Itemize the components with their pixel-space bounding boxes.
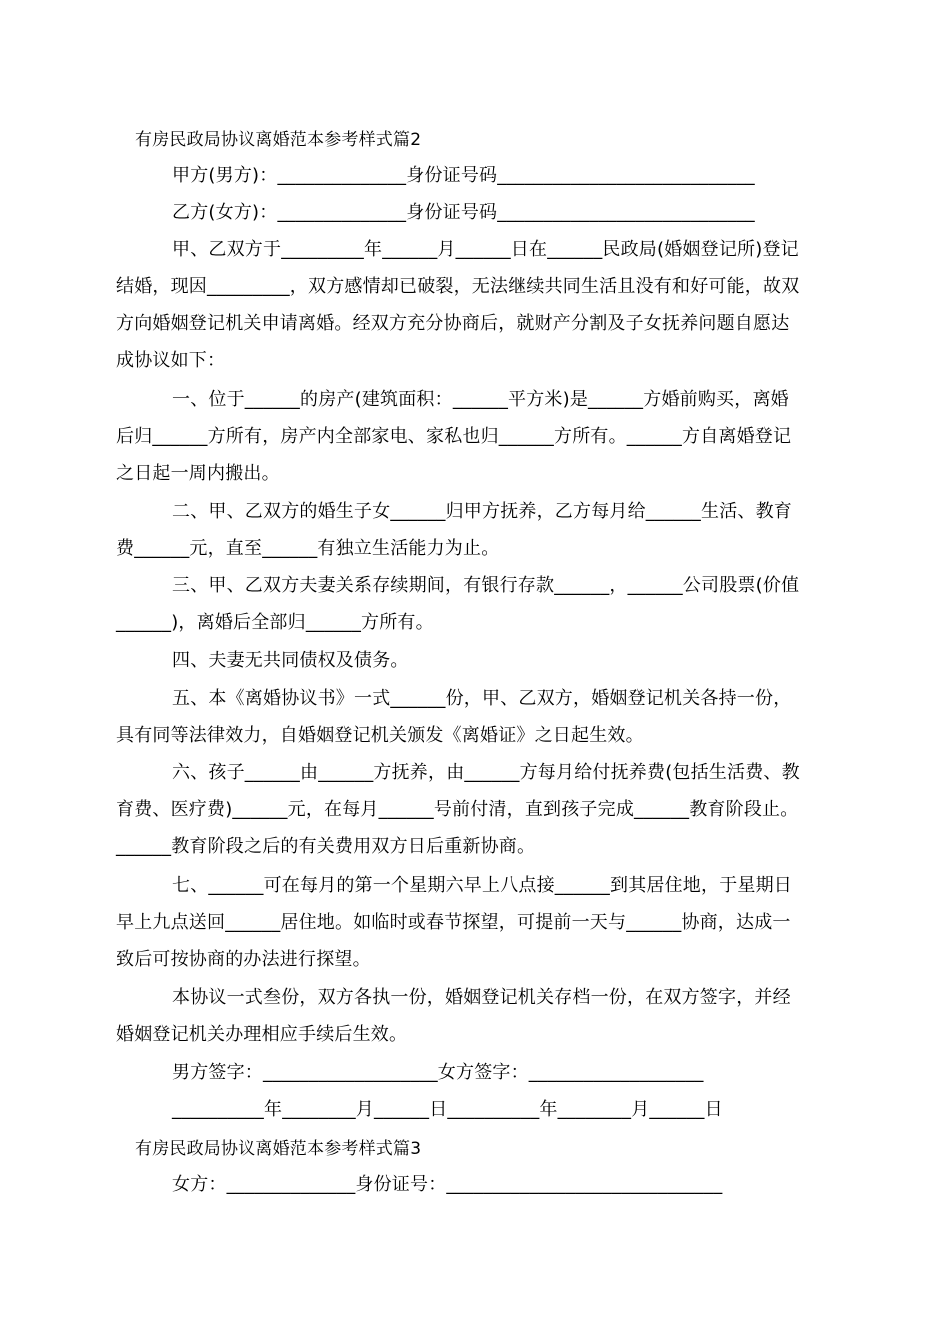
clause-6-line: 六、孩子______由______方抚养，由______方每月给付抚养费(包括生活费、教 bbox=[172, 762, 800, 783]
clause-3-line: 三、甲、乙双方夫妻关系存续期间，有银行存款______，______公司股票(价值 bbox=[172, 575, 800, 596]
clause-1-line: 一、位于______的房产(建筑面积：______平方米)是______方婚前购买，离婚 bbox=[172, 389, 789, 410]
party-b-line: 乙方(女方)：______________身份证号码____________________________ bbox=[172, 202, 755, 223]
section-heading: 有房民政局协议离婚范本参考样式篇3 bbox=[135, 1139, 422, 1159]
clause-6-line: ______教育阶段之后的有关费用双方日后重新协商。 bbox=[116, 836, 536, 857]
clause-7-line: 早上九点送回______居住地。如临时或春节探望，可提前一天与______协商，达成一 bbox=[116, 912, 791, 933]
agreement-line: 婚姻登记机关办理相应手续后生效。 bbox=[116, 1024, 408, 1045]
clause-2-line: 费______元，直至______有独立生活能力为止。 bbox=[116, 538, 500, 559]
paragraph-line: 方向婚姻登记机关申请离婚。经双方充分协商后，就财产分割及子女抚养问题自愿达 bbox=[116, 313, 790, 334]
clause-7-line: 致后可按协商的办法进行探望。 bbox=[116, 949, 371, 970]
clause-6-line: 育费、医疗费)______元，在每月______号前付清，直到孩子完成______教育阶段止。 bbox=[116, 799, 799, 820]
clause-3-line: ______)，离婚后全部归______方所有。 bbox=[116, 612, 434, 633]
clause-4-line: 四、夫妻无共同债权及债务。 bbox=[172, 650, 409, 671]
date-line: __________年________月______日__________年________月______日 bbox=[172, 1099, 723, 1120]
paragraph-line: 结婚，现因_________，双方感情却已破裂，无法继续共同生活且没有和好可能，故双 bbox=[116, 276, 800, 297]
clause-1-line: 后归______方所有，房产内全部家电、家私也归______方所有。______方自离婚登记 bbox=[116, 426, 792, 447]
paragraph-line: 成协议如下： bbox=[116, 350, 226, 371]
agreement-line: 本协议一式叁份，双方各执一份，婚姻登记机关存档一份，在双方签字，并经 bbox=[172, 987, 791, 1008]
clause-2-line: 二、甲、乙双方的婚生子女______归甲方抚养，乙方每月给______生活、教育 bbox=[172, 501, 792, 522]
signature-line: 男方签字：___________________女方签字：___________________ bbox=[172, 1062, 704, 1083]
section-heading: 有房民政局协议离婚范本参考样式篇2 bbox=[135, 130, 422, 150]
paragraph-line: 甲、乙双方于_________年______月______日在______民政局(婚姻登记所)登记 bbox=[172, 239, 799, 260]
clause-7-line: 七、______可在每月的第一个星期六早上八点接______到其居住地，于星期日 bbox=[172, 875, 792, 896]
party-a-line: 甲方(男方)：______________身份证号码____________________________ bbox=[172, 165, 755, 186]
clause-1-line: 之日起一周内搬出。 bbox=[116, 463, 280, 484]
clause-5-line: 五、本《离婚协议书》一式______份，甲、乙双方，婚姻登记机关各持一份， bbox=[172, 688, 792, 709]
clause-5-line: 具有同等法律效力，自婚姻登记机关颁发《离婚证》之日起生效。 bbox=[116, 725, 644, 746]
woman-party-line: 女方：______________身份证号：______________________________ bbox=[172, 1174, 723, 1195]
